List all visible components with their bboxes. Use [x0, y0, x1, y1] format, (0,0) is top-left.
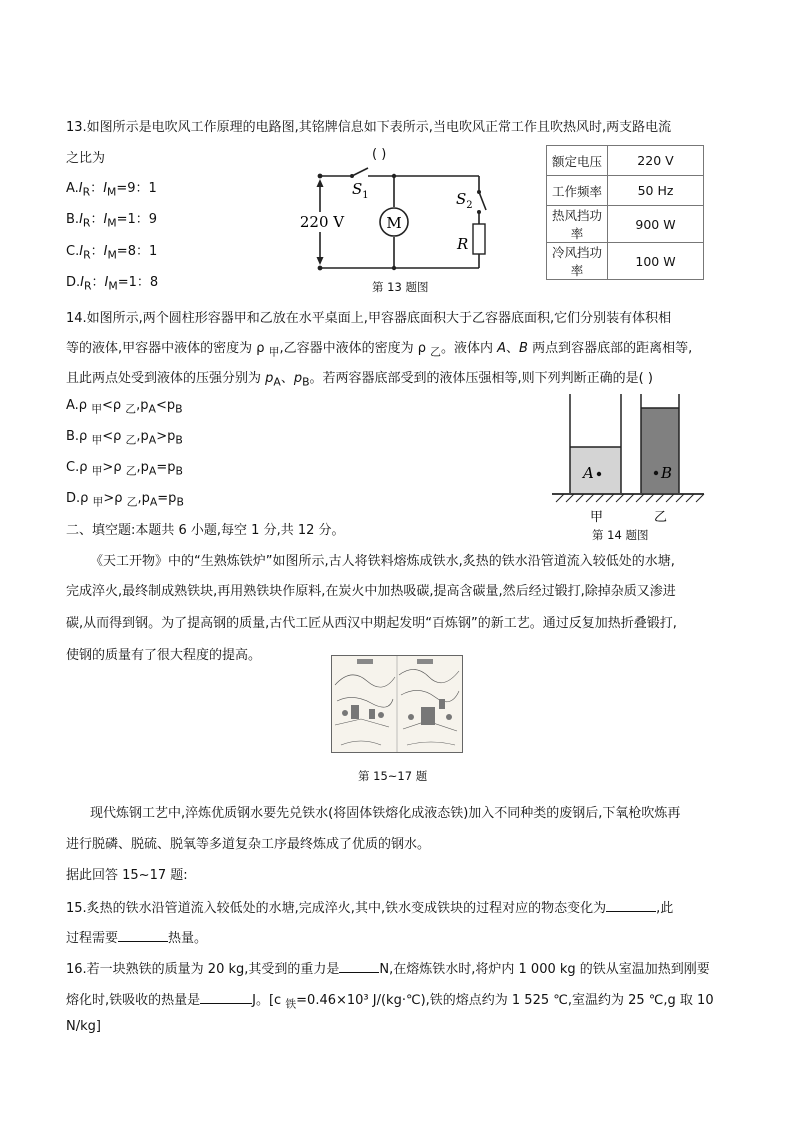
passage-lead: 据此回答 15~17 题: — [66, 868, 188, 883]
voltage-label: 220 V — [299, 213, 345, 231]
q14-containers-figure — [552, 390, 707, 525]
q16-blank-2[interactable] — [200, 990, 252, 1004]
q16-blank-1[interactable] — [339, 959, 379, 973]
q15-blank-2[interactable] — [118, 928, 168, 942]
q13-circuit-diagram — [296, 162, 506, 274]
spec-row — [547, 206, 704, 243]
q13-option-c[interactable]: $C.I_R$：$I_M=8$：1 — [66, 244, 158, 262]
q13-spec-table — [546, 145, 704, 280]
point-b-label: B — [661, 464, 673, 482]
q16-line3: N/kg] — [66, 1019, 101, 1034]
spec-value: 50 Hz — [608, 176, 704, 206]
q14-option-d[interactable]: D.ρ $_甲$>ρ $_乙,p_A=p_B$ — [66, 491, 184, 509]
s1-label: $S_1$ — [352, 180, 369, 201]
passage1-line2: 完成淬火,最终制成熟铁块,再用熟铁块作原料,在炭火中加热吸碳,提高含碳量,然后经过锻打,除掉杂质又渗进 — [66, 584, 676, 599]
container-yi-label: 乙 — [654, 510, 668, 525]
spec-label: 热风挡功率 — [547, 206, 608, 243]
terminal-top — [318, 174, 323, 179]
q14-figure-caption: 第 14 题图 — [592, 528, 649, 542]
q16-line1: 16.若一块熟铁的质量为 20 kg,其受到的重力是 N,在熔炼铁水时,将炉内 1 000 kg 的铁从室温加热到刚要 — [66, 958, 710, 977]
q14-stem-line1: 14.如图所示,两个圆柱形容器甲和乙放在水平桌面上,甲容器底面积大于乙容器底面积,它们分别装有体积相 — [66, 311, 672, 326]
q14-option-c[interactable]: C.ρ $_甲$>ρ $_乙,p_A=p_B$ — [66, 460, 183, 478]
resistor-label: R — [457, 235, 469, 253]
q14-stem-line2: 等的液体,甲容器中液体的密度为 ρ $_甲$,乙容器中液体的密度为 ρ $_乙$。液体内 A、B 两点到容器底部的距离相等, — [66, 341, 693, 359]
spec-label: 冷风挡功率 — [547, 243, 608, 280]
illustration-caption: 第 15~17 题 — [358, 769, 428, 783]
q13-option-b[interactable]: $B.I_R$：$I_M=1$：9 — [66, 212, 158, 230]
q13-option-d[interactable]: $D.I_R$：$I_M=1$：8 — [66, 275, 159, 293]
q13-stem-line2: 之比为 — [66, 151, 106, 166]
q15-blank-1[interactable] — [606, 898, 656, 912]
spec-row — [547, 243, 704, 280]
passage1-line3: 碳,从而得到钢。为了提高钢的质量,古代工匠从西汉中期起发明“百炼钢”的新工艺。通过反复加热折叠锻打, — [66, 616, 677, 631]
passage2-line1: 现代炼钢工艺中,淬炼优质钢水要先兑铁水(将固体铁熔化成液态铁)加入不同种类的废钢后,下氧枪吹炼再 — [90, 806, 681, 821]
q15-line1: 15.炙热的铁水沿管道流入较低处的水塘,完成淬火,其中,铁水变成铁块的过程对应的物态变化为 ,此 — [66, 897, 673, 916]
q15-line2: 过程需要 热量。 — [66, 927, 207, 946]
spec-row — [547, 176, 704, 206]
spec-row — [547, 146, 704, 176]
point-a-dot — [597, 472, 601, 476]
tiangong-kaiwu-illustration — [331, 655, 463, 753]
q13-option-a[interactable]: $A.I_R$：$I_M=9$：1 — [66, 181, 157, 199]
q14-option-b[interactable]: B.ρ $_甲$<ρ $_乙,p_A>p_B$ — [66, 429, 183, 447]
passage1-line4: 使钢的质量有了很大程度的提高。 — [66, 648, 262, 663]
q13-figure-caption: 第 13 题图 — [372, 280, 429, 294]
passage2-line2: 进行脱磷、脱硫、脱氧等多道复杂工序最终炼成了优质的钢水。 — [66, 837, 431, 852]
q14-stem-line3: 且此两点处受到液体的压强分别为 $p_A$、$p_B$。若两容器底部受到的液体压强相等,则下列判断正确的是( ) — [66, 371, 653, 389]
spec-value: 900 W — [608, 206, 704, 243]
passage1-line1: 《天工开物》中的“生熟炼铁炉”如图所示,古人将铁料熔炼成铁水,炙热的铁水沿管道流入较低处的水塘, — [90, 554, 675, 569]
terminal-bottom — [318, 266, 323, 271]
spec-value: 100 W — [608, 243, 704, 280]
q13-stem-line1: 13.如图所示是电吹风工作原理的电路图,其铭牌信息如下表所示,当电吹风正常工作且吹热风时,两支路电流 — [66, 120, 672, 135]
spec-label: 工作频率 — [547, 176, 608, 206]
container-jia-label: 甲 — [590, 510, 604, 525]
q13-answer-paren: ( ) — [372, 147, 387, 162]
s2-label: $S_2$ — [456, 190, 473, 211]
motor-label: M — [386, 214, 402, 232]
spec-value: 220 V — [608, 146, 704, 176]
point-b-dot — [654, 471, 658, 475]
q14-option-a[interactable]: A.ρ $_甲$<ρ $_乙,p_A<p_B$ — [66, 398, 183, 416]
spec-label: 额定电压 — [547, 146, 608, 176]
section2-heading: 二、填空题:本题共 6 小题,每空 1 分,共 12 分。 — [66, 523, 345, 538]
q16-line2: 熔化时,铁吸收的热量是 J。[c $_铁$=0.46×10³ J/(kg·℃),铁的熔点约为 1 525 ℃,室温约为 25 ℃,g 取 10 — [66, 989, 714, 1012]
point-a-label: A — [583, 464, 594, 482]
